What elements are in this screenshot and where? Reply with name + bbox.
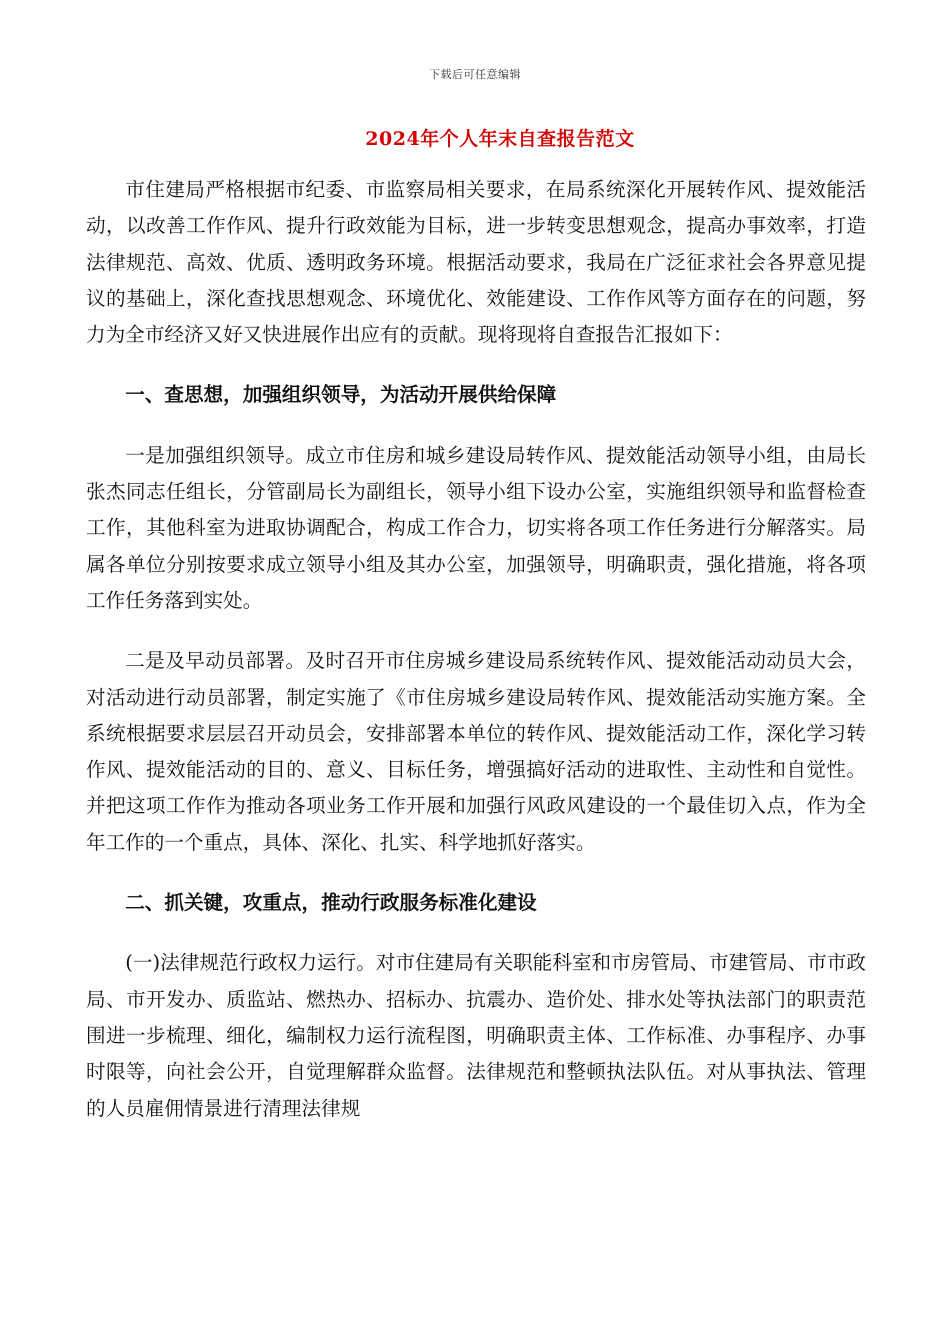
paragraph-2: 二是及早动员部署。及时召开市住房城乡建设局系统转作风、提效能活动动员大会，对活动进行动员部署，制定实施了《市住房城乡建设局转作风、提效能活动实施方案。全系统根据要求层层召开动员会，安排部署本单位的转作风、提效能活动工作，深化学习转作风、提效能活动的目的、意义、目标任务，增强搞好活动的进取性、主动性和自觉性。并把这项工作作为推动各项业务工作开展和加强行风政风建设的一个最佳切入点，作为全年工作的一个重点，具体、深化、扎实、科学地抓好落实。 (86, 649, 866, 854)
document-title: 2024年个人年末自查报告范文 (365, 128, 635, 150)
document-body (86, 172, 866, 1127)
download-note: 下载后可任意编辑 (429, 68, 521, 81)
section-heading-2: 二、抓关键，攻重点，推动行政服务标准化建设 (125, 891, 537, 915)
paragraph-3: (一)法律规范行政权力运行。对市住建局有关职能科室和市房管局、市建管局、市市政局、市开发办、质监站、燃热办、招标办、抗震办、造价处、排水处等执法部门的职责范围进一步梳理、细化，编制权力运行流程图，明确职责主体、工作标准、办事程序、办事时限等，向社会公开，自觉理解群众监督。法律规范和整顿执法队伍。对从事执法、管理的人员雇佣情景进行清理法律规 (86, 951, 866, 1120)
paragraph-1: 一是加强组织领导。成立市住房和城乡建设局转作风、提效能活动领导小组，由局长张杰同志任组长，分管副局长为副组长，领导小组下设办公室，实施组织领导和监督检查工作，其他科室为进取协调配合，构成工作合力，切实将各项工作任务进行分解落实。局属各单位分别按要求成立领导小组及其办公室，加强领导，明确职责，强化措施，将各项工作任务落到实处。 (86, 443, 866, 612)
section-heading-1: 一、查思想，加强组织领导，为活动开展供给保障 (125, 383, 557, 407)
intro-paragraph: 市住建局严格根据市纪委、市监察局相关要求，在局系统深化开展转作风、提效能活动，以改善工作作风、提升行政效能为目标，进一步转变思想观念，提高办事效率，打造法律规范、高效、优质、透明政务环境。根据活动要求，我局在广泛征求社会各界意见提议的基础上，深化查找思想观念、环境优化、效能建设、工作作风等方面存在的问题，努力为全市经济又好又快进展作出应有的贡献。现将现将自查报告汇报如下： (86, 178, 866, 347)
